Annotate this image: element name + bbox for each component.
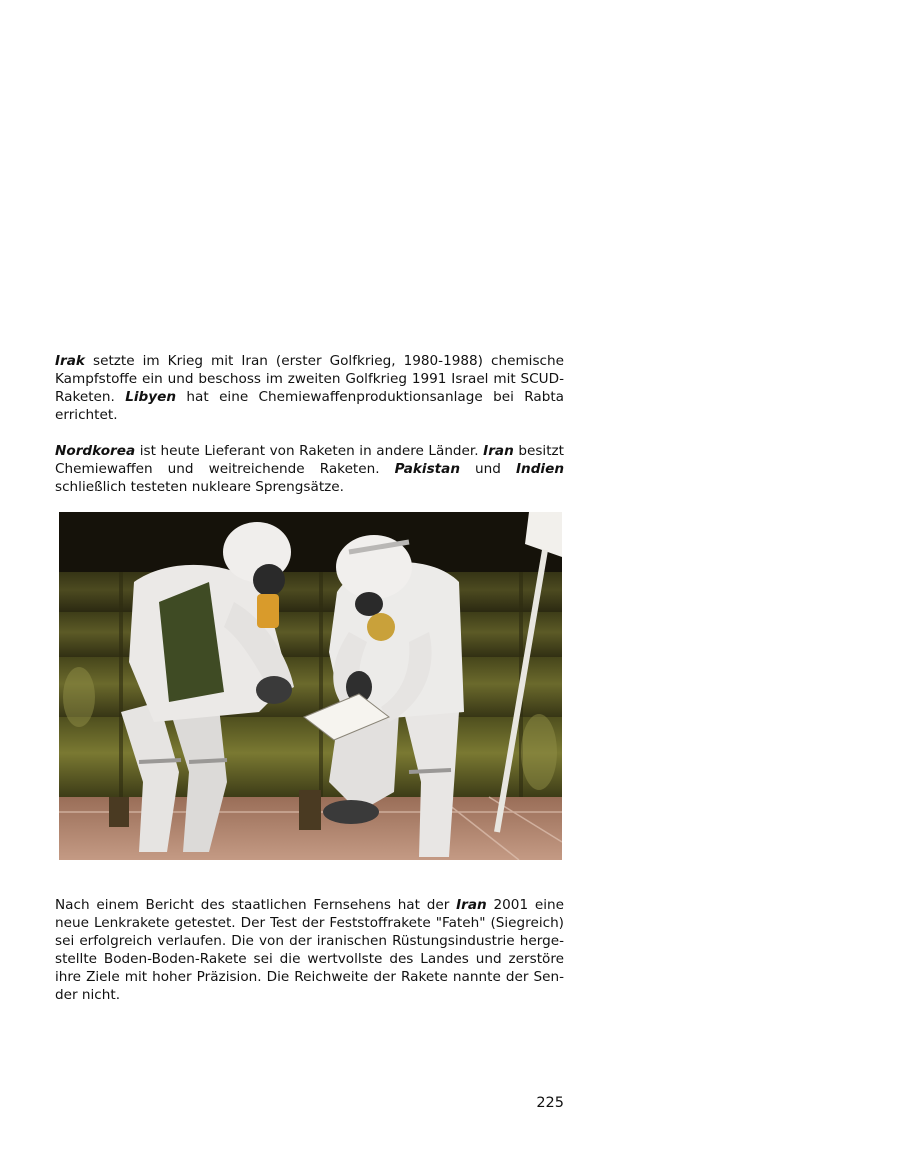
emphasized-term: Indien xyxy=(515,461,564,477)
photograph-icon xyxy=(59,512,562,860)
emphasized-term: Libyen xyxy=(125,389,177,405)
paragraph-1 xyxy=(55,352,564,424)
text-run: besitzt Chemiewaffen und weitreichende Raketen. xyxy=(55,443,564,477)
emphasized-term: Iran xyxy=(483,443,514,459)
text-run: hat eine Chemiewaffenproduktionsanlage bei Rabta errichtet. xyxy=(55,389,564,423)
text-run: ist heute Lieferant von Raketen in andere Länder. xyxy=(135,443,484,459)
emphasized-term: Iran xyxy=(456,897,487,913)
paragraph-3 xyxy=(55,896,564,1004)
wood-support xyxy=(109,797,129,827)
text-run: schließlich testeten nukleare Sprengsätze. xyxy=(55,479,344,495)
text-run: Nach einem Bericht des staatlichen Fernsehens hat der xyxy=(55,897,457,913)
paragraph-2 xyxy=(55,442,564,496)
emphasized-term: Nordkorea xyxy=(55,443,136,459)
emphasized-term: Pakistan xyxy=(394,461,461,477)
text-run: und xyxy=(460,461,516,477)
text-run: 2001 eine neue Lenkrakete getestet. Der Test der Feststoffrakete "Fateh" (Siegreich) sei erfolgreich verlaufen. Die von der iranischen Rüstungsindustrie hergestellte Boden-Boden-Rakete sei die wertvollste des Landes und zerstöre ihre Ziele mit hoher Präzision. Die Reichweite der Rakete nannte der Sender nicht. xyxy=(55,897,564,1003)
photo-illustration xyxy=(59,512,562,860)
text-run: setzte im Krieg mit Iran (erster Golfkrieg, 1980-1988) chemische Kampfstoffe ein und beschoss im zweiten Golfkrieg 1991 Israel mit SCUD-Raketen. xyxy=(55,353,564,405)
page-number: 225 xyxy=(536,1095,564,1111)
wood-support xyxy=(299,790,321,830)
emphasized-term: Irak xyxy=(55,353,85,369)
